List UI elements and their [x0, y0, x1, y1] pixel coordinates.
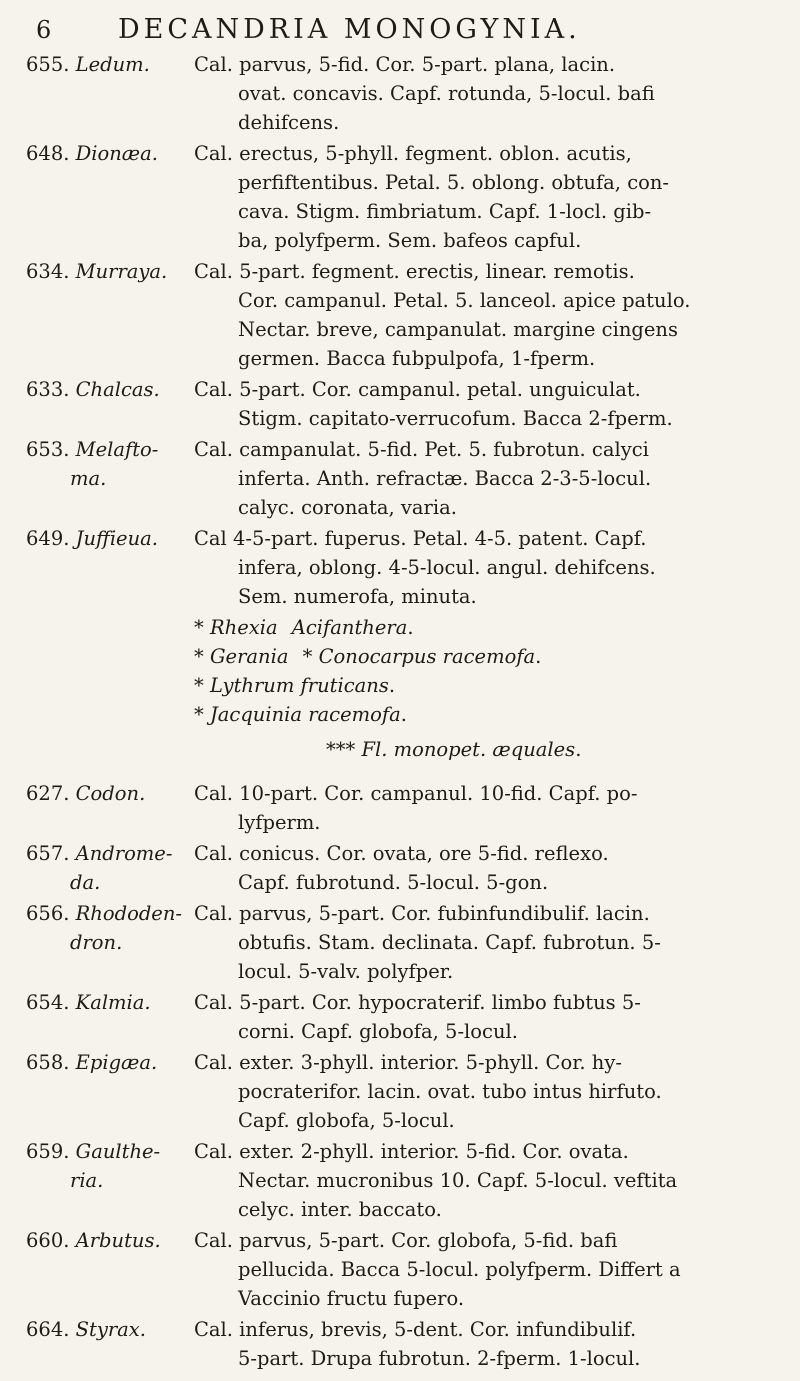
description-line: Sem. numerofa, minuta.	[238, 585, 477, 608]
genus-entry	[26, 435, 776, 522]
description-line: Cal. parvus, 5-part. Cor. globofa, 5-fid. bafi	[194, 1229, 618, 1252]
genus-label: Rhododen-	[75, 902, 182, 925]
genus-name	[26, 139, 194, 255]
genus-entry	[26, 1226, 776, 1313]
description-line: Cal. parvus, 5-fid. Cor. 5-part. plana, lacin.	[194, 53, 616, 76]
genus-description	[194, 375, 776, 433]
description-line: Cal. conicus. Cor. ovata, ore 5-fid. reflexo.	[194, 842, 609, 865]
genus-name	[26, 435, 194, 522]
genus-name	[26, 988, 194, 1046]
genus-description	[194, 1048, 776, 1135]
cross-reference: * Gerania * Conocarpus racemofa.	[194, 645, 542, 668]
description-line: Cor. campanul. Petal. 5. lanceol. apice patulo.	[238, 289, 691, 312]
genus-label: Murraya.	[75, 260, 168, 283]
genus-description	[194, 899, 776, 986]
genus-description	[194, 779, 776, 837]
genus-name	[26, 257, 194, 373]
genus-number: 657.	[26, 842, 70, 865]
description-line: Cal. inferus, brevis, 5-dent. Cor. infundibulif.	[194, 1318, 637, 1341]
genus-name	[26, 524, 194, 611]
description-line: Stigm. capitato-verrucofum. Bacca 2-fperm.	[238, 407, 673, 430]
genus-label: Ledum.	[75, 53, 150, 76]
description-line: obtufis. Stam. declinata. Capf. fubrotun. 5-	[238, 931, 661, 954]
genus-entry	[26, 988, 776, 1046]
genus-number: 633.	[26, 378, 70, 401]
description-line: Nectar. mucronibus 10. Capf. 5-locul. veftita	[238, 1169, 678, 1192]
description-line: infera, oblong. 4-5-locul. angul. dehifcens.	[238, 556, 656, 579]
genus-number: 634.	[26, 260, 70, 283]
description-line: Nectar. breve, campanulat. margine cingens	[238, 318, 678, 341]
description-line: perfiftentibus. Petal. 5. oblong. obtufa, con-	[238, 171, 670, 194]
genus-entry	[26, 1137, 776, 1224]
description-line: locul. 5-valv. polyfper.	[238, 960, 454, 983]
genus-label: Melafto-	[75, 438, 159, 461]
genus-entry	[26, 257, 776, 373]
description-line: Cal. exter. 2-phyll. interior. 5-fid. Cor. ovata.	[194, 1140, 629, 1163]
description-line: Vaccinio fructu fupero.	[238, 1287, 465, 1310]
genus-name	[26, 839, 194, 897]
description-line: 5-part. Drupa fubrotun. 2-fperm. 1-locul.	[238, 1347, 641, 1370]
description-line: Cal. erectus, 5-phyll. fegment. oblon. acutis,	[194, 142, 632, 165]
description-line: Cal. campanulat. 5-fid. Pet. 5. fubrotun. calyci	[194, 438, 649, 461]
description-line: Capf. globofa, 5-locul.	[238, 1109, 455, 1132]
description-line: Cal. exter. 3-phyll. interior. 5-phyll. Cor. hy-	[194, 1051, 622, 1074]
page-number: 6	[36, 16, 52, 44]
genus-description	[194, 1226, 776, 1313]
genus-label: Juffieua.	[75, 527, 158, 550]
genus-description	[194, 988, 776, 1046]
description-line: dehifcens.	[238, 111, 340, 134]
description-line: ovat. concavis. Capf. rotunda, 5-locul. bafi	[238, 82, 655, 105]
genus-number: 656.	[26, 902, 70, 925]
genus-number: 660.	[26, 1229, 70, 1252]
genus-name	[26, 1048, 194, 1135]
genus-name	[26, 1226, 194, 1313]
description-line: Cal. 5-part. Cor. hypocraterif. limbo fubtus 5-	[194, 991, 641, 1014]
genus-label: Dionæa.	[75, 142, 158, 165]
running-head: DECANDRIA MONOGYNIA.	[118, 14, 581, 45]
page-header	[36, 14, 776, 48]
genus-name	[26, 899, 194, 986]
description-line: corni. Capf. globofa, 5-locul.	[238, 1020, 518, 1043]
genus-number: 653.	[26, 438, 70, 461]
description-line: lyfperm.	[238, 811, 321, 834]
description-line: pocraterifor. lacin. ovat. tubo intus hirfuto.	[238, 1080, 662, 1103]
description-line: calyc. coronata, varia.	[238, 496, 457, 519]
genus-label: Androme-	[75, 842, 173, 865]
genus-description	[194, 139, 776, 255]
genus-name	[26, 375, 194, 433]
genus-name	[26, 1315, 194, 1373]
cross-reference: * Jacquinia racemofa.	[194, 703, 407, 726]
genus-description	[194, 50, 776, 137]
description-line: Capf. fubrotund. 5-locul. 5-gon.	[238, 871, 549, 894]
genus-number: 655.	[26, 53, 70, 76]
description-line: germen. Bacca fubpulpofa, 1-fperm.	[238, 347, 596, 370]
genus-entry	[26, 50, 776, 137]
cross-reference: * Lythrum fruticans.	[194, 674, 396, 697]
genus-number: 659.	[26, 1140, 70, 1163]
genus-label-continuation: da.	[70, 871, 101, 894]
genus-label: Styrax.	[75, 1318, 146, 1341]
description-line: Cal. 5-part. Cor. campanul. petal. unguiculat.	[194, 378, 641, 401]
genus-label: Chalcas.	[75, 378, 160, 401]
genus-number: 654.	[26, 991, 70, 1014]
genus-label: Arbutus.	[75, 1229, 161, 1252]
genus-description	[194, 435, 776, 522]
genus-description	[194, 1137, 776, 1224]
description-line: Cal. 5-part. fegment. erectis, linear. remotis.	[194, 260, 635, 283]
genus-number: 627.	[26, 782, 70, 805]
description-line: ba, polyfperm. Sem. bafeos capful.	[238, 229, 582, 252]
genus-number: 648.	[26, 142, 70, 165]
genus-description	[194, 1315, 776, 1373]
cross-reference-list	[194, 613, 776, 729]
genus-description	[194, 524, 776, 611]
group-heading: *** Fl. monopet. æquales.	[326, 738, 582, 761]
genus-label: Codon.	[75, 782, 146, 805]
genus-number: 658.	[26, 1051, 70, 1074]
description-line: pellucida. Bacca 5-locul. polyfperm. Differt a	[238, 1258, 681, 1281]
genus-entry	[26, 139, 776, 255]
genus-name	[26, 779, 194, 837]
genus-number: 649.	[26, 527, 70, 550]
genus-entry	[26, 375, 776, 433]
genus-label-continuation: dron.	[70, 931, 123, 954]
genus-entry	[26, 1048, 776, 1135]
genus-label: Epigæa.	[75, 1051, 158, 1074]
genus-label-continuation: ma.	[70, 467, 107, 490]
genus-entry	[26, 839, 776, 897]
genus-entry	[26, 899, 776, 986]
genus-label: Kalmia.	[75, 991, 151, 1014]
genus-name	[26, 1137, 194, 1224]
genus-list	[26, 50, 776, 1375]
genus-entry	[26, 779, 776, 837]
description-line: cava. Stigm. fimbriatum. Capf. 1-locl. gib-	[238, 200, 652, 223]
description-line: Cal. parvus, 5-part. Cor. fubinfundibulif. lacin.	[194, 902, 650, 925]
description-line: inferta. Anth. refractæ. Bacca 2-3-5-locul.	[238, 467, 652, 490]
description-line: Cal. 10-part. Cor. campanul. 10-fid. Capf. po-	[194, 782, 638, 805]
genus-entry	[26, 524, 776, 611]
genus-label-continuation: ria.	[70, 1169, 104, 1192]
description-line: celyc. inter. baccato.	[238, 1198, 442, 1221]
description-line: Cal 4-5-part. fuperus. Petal. 4-5. patent. Capf.	[194, 527, 647, 550]
genus-label: Gaulthe-	[75, 1140, 161, 1163]
genus-name	[26, 50, 194, 137]
genus-description	[194, 257, 776, 373]
genus-description	[194, 839, 776, 897]
genus-entry	[26, 1315, 776, 1373]
cross-reference: * Rhexia Acifanthera.	[194, 616, 414, 639]
genus-number: 664.	[26, 1318, 70, 1341]
